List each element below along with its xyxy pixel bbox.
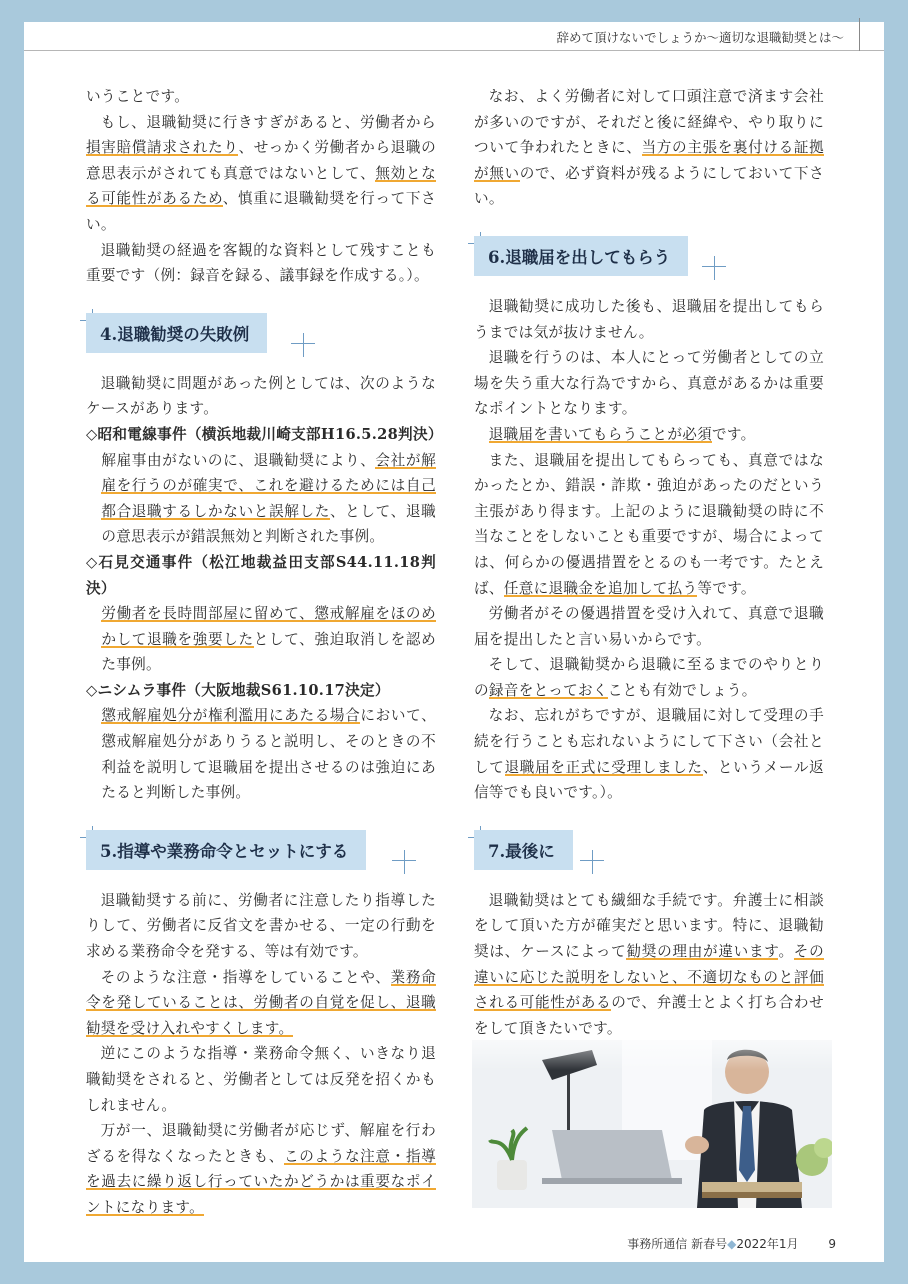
paragraph: いうことです。 bbox=[86, 88, 190, 105]
highlight: 損害賠償請求されたり bbox=[86, 139, 239, 157]
highlight: 録音をとっておく bbox=[488, 681, 608, 699]
left-column bbox=[86, 84, 443, 1221]
paragraph: 退職を行うのは、本人にとって労働者としての立場を失う重大な行為ですから、真意があるかは重要なポイントとなります。 bbox=[474, 349, 824, 418]
paragraph: 退職勧奨に成功した後も、退職届を提出してもらうまでは気が抜けません。 bbox=[474, 297, 824, 341]
highlight: このような注意・指導を過去に繰り返し行っていたかどうかは重要なポイントになります。 bbox=[86, 1147, 436, 1216]
paragraph: また、退職届を提出してもらっても、真意ではなかったとか、錯誤・詐欺・強迫があったのだという主張があり得ます。上記のように退職勧奨の時に不当なことをしないことも重要ですが、場合によっては、何らかの優遇措置をとるのも一考です。たとえば、任意に退職金を追加して払う等です。 bbox=[474, 451, 824, 597]
running-header: 辞めて頂けないでしょうか〜適切な退職勧奨とは〜 bbox=[556, 30, 844, 45]
paragraph: そして、退職勧奨から退職に至るまでのやりとりの録音をとっておくことも有効でしょう。 bbox=[474, 656, 824, 699]
paragraph: 退職勧奨はとても繊細な手続です。弁護士に相談をして頂いた方が確実だと思います。特に、退職勧奨は、ケースによって勧奨の理由が違います。その違いに応じた説明をしないと、不適切なものと評価される可能性があるので、弁護士とよく打ち合わせをして頂きたいです。 bbox=[474, 891, 824, 1037]
paragraph: 退職勧奨する前に、労働者に注意したり指導したりして、労働者に反省文を書かせる、一定の行動を求める業務命令を発する、等は有効です。 bbox=[86, 891, 436, 961]
paragraph: そのような注意・指導をしていることや、業務命令を発していることは、労働者の自覚を促し、退職勧奨を受け入れやすくします。 bbox=[86, 968, 436, 1037]
case-body: 懲戒解雇処分が権利濫用にあたる場合において、懲戒解雇処分がありうると説明し、そのときの不利益を説明して退職届を提出させるのは強迫にあたると判断した事例。 bbox=[101, 707, 436, 802]
paragraph: 退職勧奨に問題があった例としては、次のようなケースがあります。 bbox=[86, 374, 436, 418]
highlight: 業務命令を発していることは、労働者の自覚を促し、退職勧奨を受け入れやすくします。 bbox=[86, 968, 436, 1037]
page-number: 9 bbox=[828, 1237, 836, 1251]
section-title: 6.退職届を出してもらう bbox=[474, 236, 688, 276]
highlight: 会社が解雇を行うのが確実で、これを避けるためには自己都合退職するしかないと誤解した bbox=[101, 451, 436, 520]
right-column bbox=[474, 84, 824, 1041]
paragraph: 退職勧奨の経過を客観的な資料として残すことも重要です（例：録音を録る、議事録を作成する。）。 bbox=[86, 241, 436, 285]
section-title: 7.最後に bbox=[474, 830, 573, 870]
paragraph: 逆にこのような指導・業務命令無く、いきなり退職勧奨をされると、労働者としては反発を招くかもしれません。 bbox=[86, 1045, 436, 1114]
diamond-icon: ◆ bbox=[727, 1237, 737, 1251]
section-heading-7 bbox=[474, 830, 824, 870]
lawyer-photo bbox=[472, 1040, 832, 1208]
section-title: 4.退職勧奨の失敗例 bbox=[86, 313, 267, 353]
paragraph: なお、よく労働者に対して口頭注意で済ます会社が多いのですが、それだと後に経緯や、やり取りについて争われたときに、当方の主張を裏付ける証拠が無いので、必ず資料が残るようにしておいて下さい。 bbox=[474, 88, 824, 208]
section-heading-5 bbox=[86, 830, 436, 870]
section-title: 5.指導や業務命令とセットにする bbox=[86, 830, 366, 870]
highlight: 勧奨の理由が違います bbox=[626, 943, 779, 961]
header-tick bbox=[859, 18, 860, 51]
highlight: 労働者を長時間部屋に留めて、懲戒解雇をほのめかして退職を強要した bbox=[101, 605, 436, 648]
lawyer-illustration bbox=[472, 1040, 832, 1208]
highlight: 退職届を書いてもらうことが必須 bbox=[488, 425, 713, 443]
case-body: 解雇事由がないのに、退職勧奨により、会社が解雇を行うのが確実で、これを避けるためには自己都合退職するしかないと誤解した、として、退職の意思表示が錯誤無効と判断された事例。 bbox=[101, 451, 436, 546]
issue-name: 新春号 bbox=[691, 1237, 728, 1251]
paragraph: 万が一、退職勧奨に労働者が応じず、解雇を行わざるを得なくなったときも、このような注意・指導を過去に繰り返し行っていたかどうかは重要なポイントになります。 bbox=[86, 1122, 436, 1216]
highlight: 無効となる可能性があるため bbox=[86, 164, 436, 208]
highlight: 懲戒解雇処分が権利濫用にあたる場合 bbox=[101, 707, 361, 725]
highlight: その違いに応じた説明をしないと、不適切なものと評価される可能性がある bbox=[474, 943, 824, 1012]
case-body: 労働者を長時間部屋に留めて、懲戒解雇をほのめかして退職を強要したとして、強迫取消しを認めた事例。 bbox=[101, 605, 436, 674]
header-rule bbox=[24, 50, 884, 51]
paragraph: なお、忘れがちですが、退職届に対して受理の手続を行うことも忘れないようにして下さい（会社として退職届を正式に受理しました、というメール返信等でも良いです。）。 bbox=[474, 707, 825, 802]
highlight: 任意に退職金を追加して払う bbox=[503, 579, 698, 597]
footer bbox=[627, 1235, 836, 1252]
section-heading-4 bbox=[86, 313, 436, 353]
page bbox=[24, 22, 884, 1262]
publication-name: 事務所通信 bbox=[627, 1237, 688, 1251]
paragraph: もし、退職勧奨に行きすぎがあると、労働者から損害賠償請求されたり、せっかく労働者から退職の意思表示がされても真意ではないとして、無効となる可能性があるため、慎重に退職勧奨を行って下さい。 bbox=[86, 113, 437, 233]
paragraph: 退職届を書いてもらうことが必須です。 bbox=[488, 425, 756, 443]
case-title: ◇ニシムラ事件（大阪地裁S61.10.17決定） bbox=[86, 681, 390, 699]
highlight: 当方の主張を裏付ける証拠が無い bbox=[474, 139, 824, 182]
case-title: ◇昭和電線事件（横浜地裁川崎支部H16.5.28判決） bbox=[86, 425, 443, 443]
paragraph: 労働者がその優遇措置を受け入れて、真意で退職届を提出したと言い易いからです。 bbox=[474, 605, 824, 648]
case-title: ◇石見交通事件（松江地裁益田支部S44.11.18判決） bbox=[86, 553, 436, 597]
highlight: 退職届を正式に受理しました bbox=[504, 758, 703, 776]
section-heading-6 bbox=[474, 236, 824, 276]
issue-date: 2022年1月 bbox=[736, 1237, 799, 1251]
